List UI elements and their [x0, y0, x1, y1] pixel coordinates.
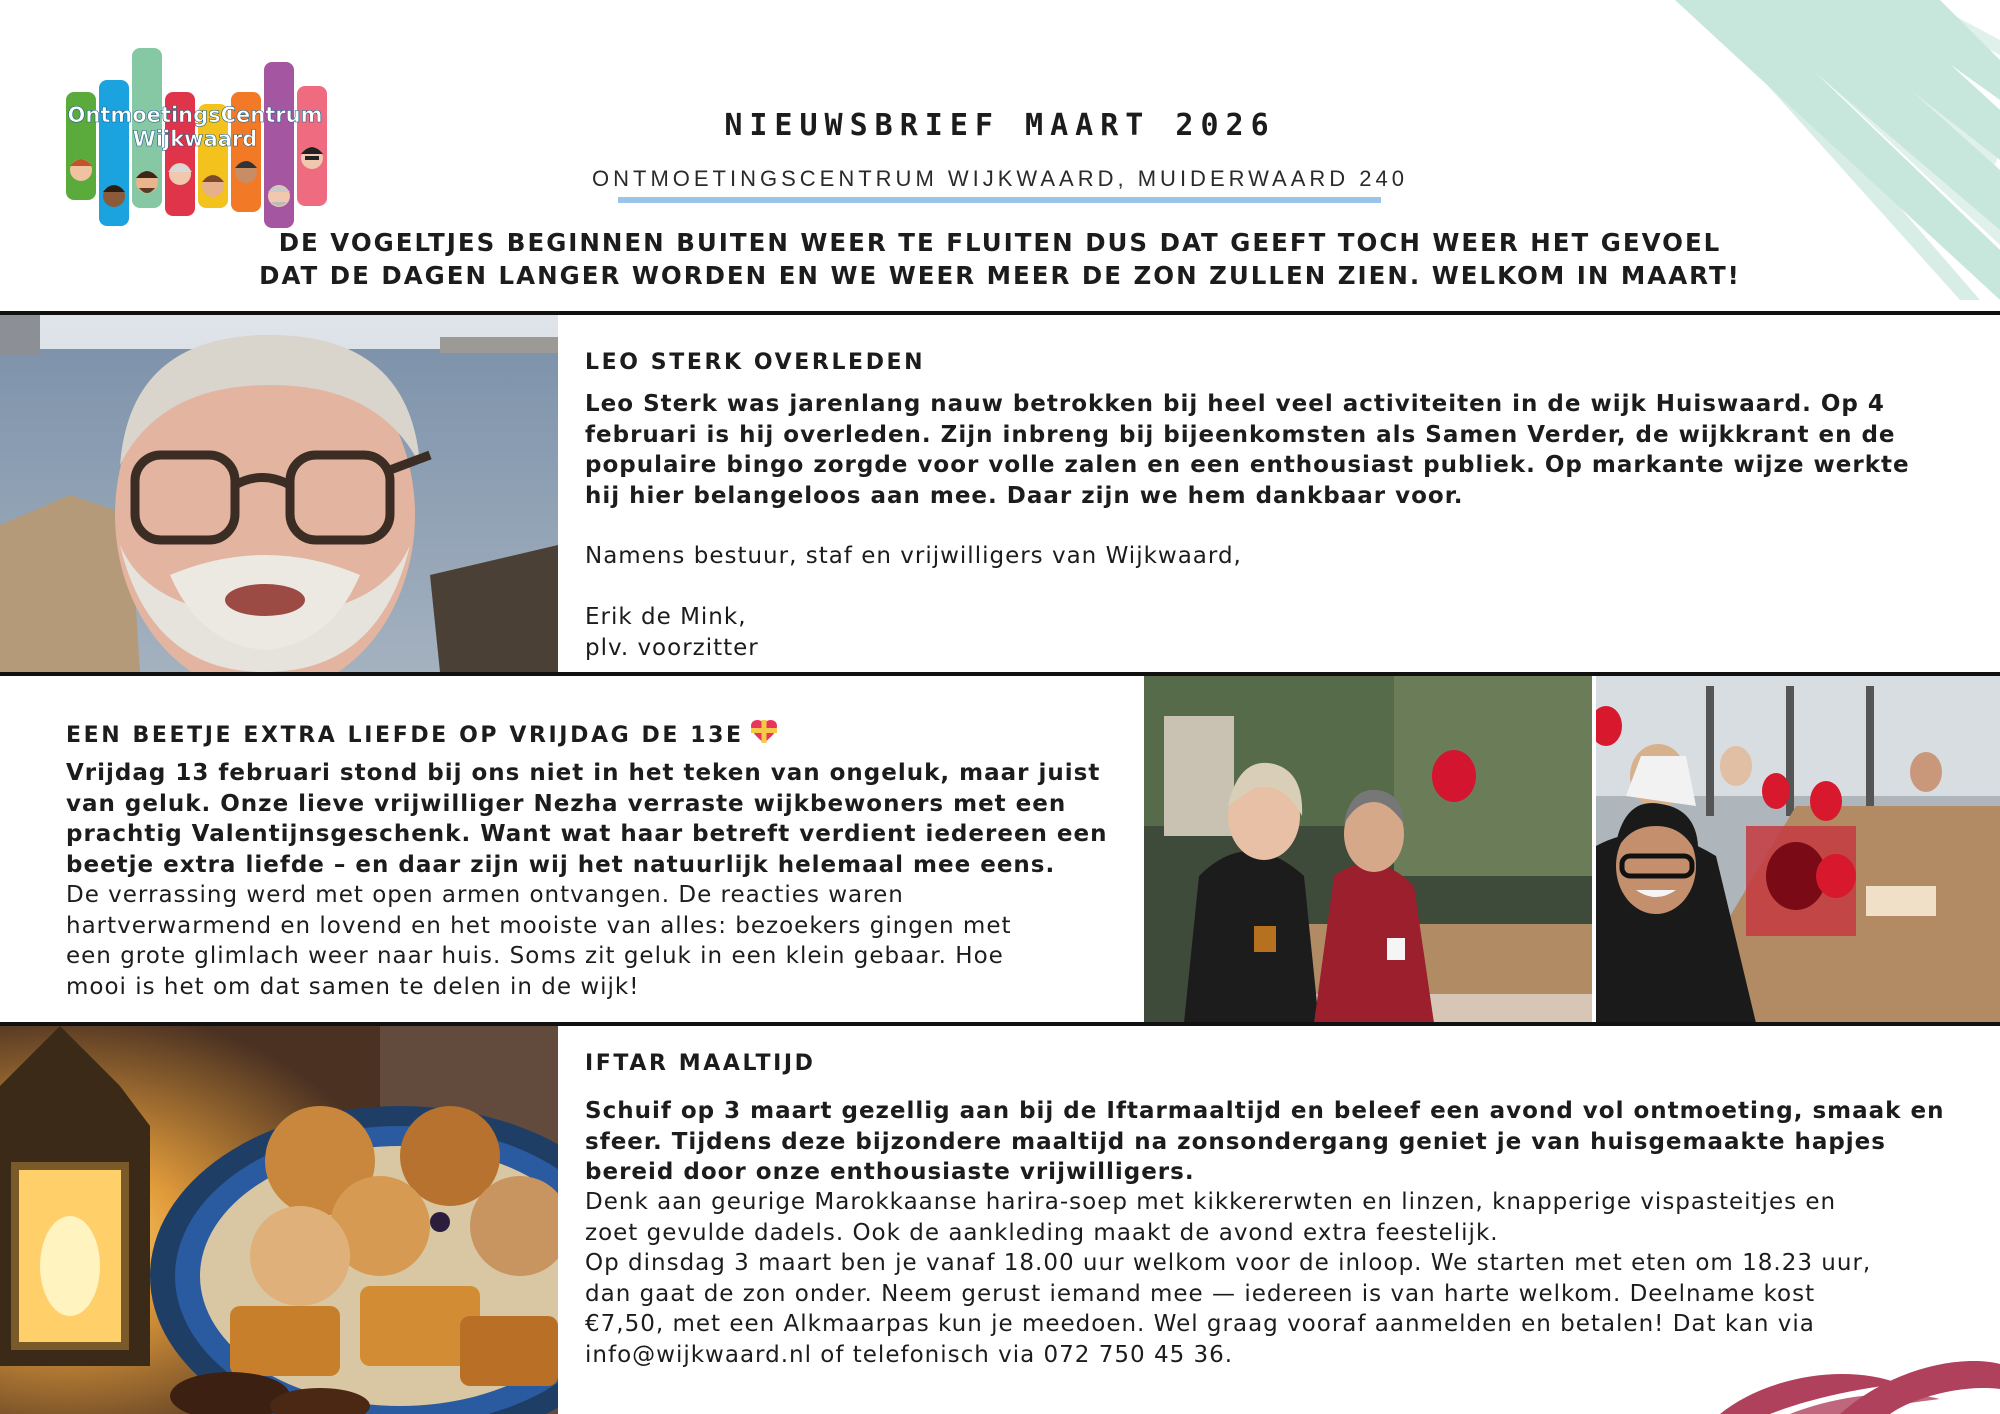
text-line: Schuif op 3 maart gezellig aan bij de Iftarmaaltijd en beleef een avond vol ontmoeting, smaak en	[585, 1098, 1945, 1124]
text-line: hij hier belangeloos aan mee. Daar zijn we hem dankbaar voor.	[585, 482, 1464, 509]
signature-name: Erik de Mink,	[585, 604, 747, 630]
wijkwaard-logo	[62, 46, 328, 232]
heart-with-ribbon-icon	[750, 719, 778, 745]
intro-text	[180, 226, 1820, 292]
text-line: hartverwarmend en lovend en het mooiste van alles: bezoekers gingen met	[66, 912, 1012, 939]
contact-line[interactable]: info@wijkwaard.nl of telefonisch via 072 750 45 36.	[585, 1341, 1234, 1368]
text-line: een grote glimlach weer naar huis. Soms zit geluk in een klein gebaar. Hoe	[66, 943, 1004, 969]
text-line: Denk aan geurige Marokkaanse harira-soep met kikkererwten en linzen, knapperige vispasteitjes en	[585, 1189, 1837, 1215]
title-underline	[618, 197, 1381, 203]
article-heading-iftar: IFTAR MAALTIJD	[585, 1051, 816, 1076]
portrait-photo-leo	[0, 315, 558, 672]
valentine-table-photo	[1596, 676, 2000, 1023]
iftar-food-photo	[0, 1026, 558, 1414]
signature	[585, 602, 1965, 663]
text-line: De verrassing werd met open armen ontvangen. De reacties waren	[66, 882, 904, 908]
article-heading-liefde-text: EEN BEETJE EXTRA LIEFDE OP VRIJDAG DE 13E	[66, 723, 744, 748]
article-body-leo	[585, 389, 1965, 511]
text-line: mooi is het om dat samen te delen in de wijk!	[66, 973, 640, 1000]
signature-role: plv. voorzitter	[585, 634, 759, 661]
article-heading-liefde	[66, 719, 778, 748]
newsletter-title: NIEUWSBRIEF MAART 2026	[724, 108, 1276, 143]
closing-line: Namens bestuur, staf en vrijwilligers van Wijkwaard,	[585, 543, 1242, 569]
text-line: bereid door onze enthousiaste vrijwilligers.	[585, 1159, 1195, 1185]
text-line: Vrijdag 13 februari stond bij ons niet in het teken van ongeluk, maar juist	[66, 760, 1101, 786]
article-body-iftar	[585, 1187, 1985, 1370]
intro-line: DE VOGELTJES BEGINNEN BUITEN WEER TE FLUITEN DUS DAT GEEFT TOCH WEER HET GEVOEL	[278, 228, 1722, 257]
article-body-liefde-bold	[66, 758, 1126, 880]
newsletter-subtitle: ONTMOETINGSCENTRUM WIJKWAARD, MUIDERWAARD 240	[592, 166, 1408, 191]
text-line: februari is hij overleden. Zijn inbreng bij bijeenkomsten als Samen Verder, de wijkkrant en de	[585, 421, 1896, 448]
article-heading-leo: LEO STERK OVERLEDEN	[585, 350, 926, 375]
article-body-liefde	[66, 880, 1126, 1002]
logo-text-line1: OntmoetingsCentrum	[67, 103, 323, 127]
article-body-iftar-bold	[585, 1096, 1985, 1188]
intro-line: DAT DE DAGEN LANGER WORDEN EN WE WEER MEER DE ZON ZULLEN ZIEN. WELKOM IN MAART!	[259, 261, 1741, 290]
text-line: beetje extra liefde – en daar zijn wij het natuurlijk helemaal mee eens.	[66, 851, 1056, 878]
valentine-couple-photo	[1144, 676, 1592, 1023]
text-line: prachtig Valentijnsgeschenk. Want wat haar betreft verdient iedereen een	[66, 821, 1108, 847]
text-line: dan gaat de zon onder. Neem gerust iemand mee — iedereen is van harte welkom. Deelname kost	[585, 1280, 1816, 1307]
text-line: Op dinsdag 3 maart ben je vanaf 18.00 uur welkom voor de inloop. We starten met eten om 18.23 uur,	[585, 1250, 1872, 1276]
logo-text-line2: Wijkwaard	[132, 127, 258, 151]
text-line: zoet gevulde dadels. Ook de aankleding maakt de avond extra feestelijk.	[585, 1219, 1499, 1246]
text-line: sfeer. Tijdens deze bijzondere maaltijd na zonsondergang geniet je van huisgemaakte hapjes	[585, 1128, 1886, 1155]
text-line: populaire bingo zorgde voor volle zalen en een enthousiast publiek. Op markante wijze werkte	[585, 452, 1910, 478]
text-line: €7,50, met een Alkmaarpas kun je meedoen. Wel graag vooraf aanmelden en betalen! Dat kan via	[585, 1311, 1815, 1337]
text-line: van geluk. Onze lieve vrijwilliger Nezha verraste wijkbewoners met een	[66, 790, 1067, 817]
text-line: Leo Sterk was jarenlang nauw betrokken bij heel veel activiteiten in de wijk Huiswaard. Op 4	[585, 391, 1885, 417]
